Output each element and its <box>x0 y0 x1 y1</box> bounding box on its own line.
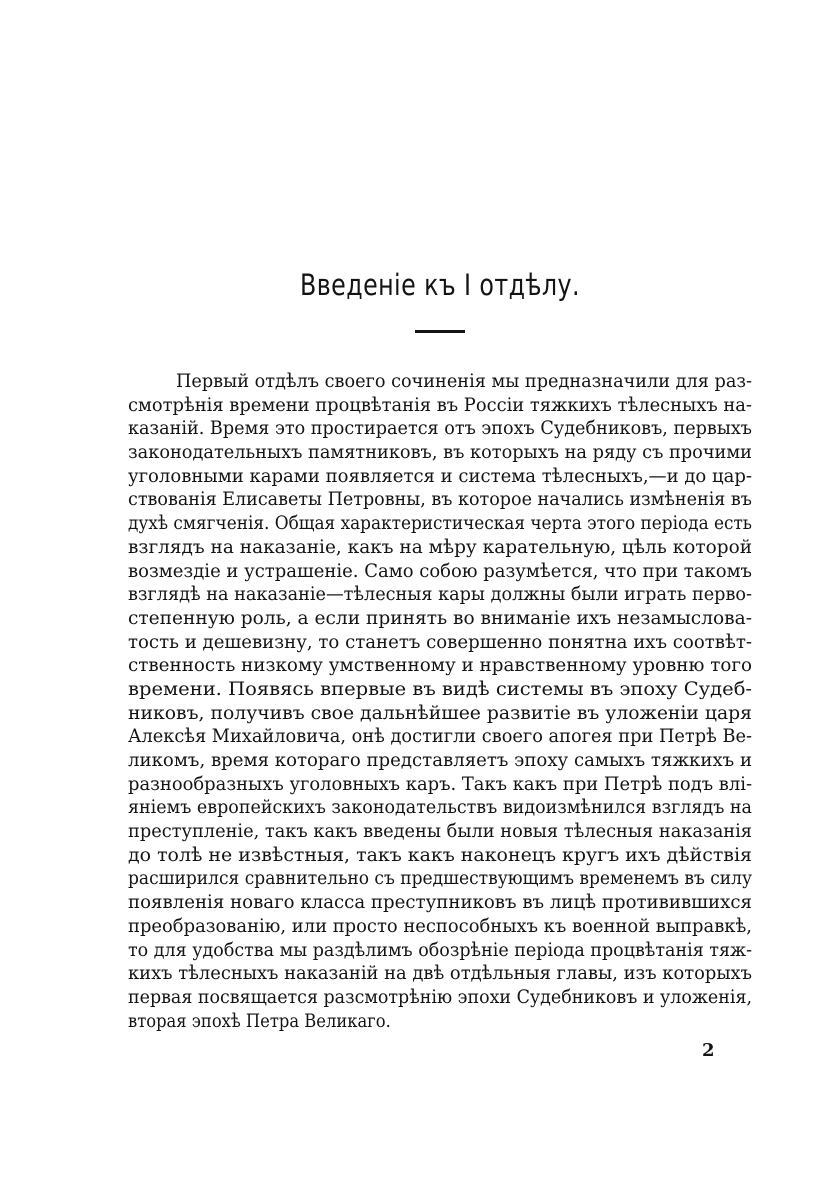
text-line <box>128 796 752 820</box>
text-line <box>128 820 752 844</box>
text-line <box>128 583 752 607</box>
text-line-content: ствованія Елисаветы Петровны, въ которое начались измѣненія въ <box>128 488 752 511</box>
text-line <box>128 962 752 986</box>
text-line-content: тость и дешевизну, то станетъ совершенно понятна ихъ соотвѣт- <box>128 630 753 653</box>
text-line <box>128 1010 752 1034</box>
text-line <box>128 465 752 489</box>
text-line <box>128 725 752 749</box>
text-line-content: до толѣ не извѣстныя, такъ какъ наконецъ кругъ ихъ дѣйствія <box>128 843 752 866</box>
text-line <box>128 915 752 939</box>
text-line <box>128 536 752 560</box>
text-line <box>128 512 752 536</box>
text-line-content: яніемъ европейскихъ законодательствъ видоизмѣнился взглядъ на <box>128 796 752 819</box>
text-line <box>128 631 752 655</box>
text-line <box>128 441 752 465</box>
text-line-content: кихъ тѣлесныхъ наказаній на двѣ отдѣльныя главы, изъ которыхъ <box>128 962 753 985</box>
page-number: 2 <box>702 1040 715 1061</box>
text-line-content: взглядъ на наказаніе, какъ на мѣру карательную, цѣль которой <box>128 535 753 558</box>
text-line-content: разнообразныхъ уголовныхъ каръ. Такъ какъ при Петрѣ подъ влі- <box>128 772 753 795</box>
text-line-content: ликомъ, время котораго представляетъ эпоху самыхъ тяжкихъ и <box>128 749 753 771</box>
text-line <box>128 986 752 1010</box>
text-line-content: Алексѣя Михайловича, онѣ достигли своего апогея при Петрѣ Ве- <box>128 725 753 748</box>
text-line-content: духѣ смягченія. Общая характеристическая черта этого періода есть <box>128 512 753 535</box>
text-line-content: взглядѣ на наказаніе—тѣлесныя кары должны были играть перво- <box>128 583 752 606</box>
chapter-title: Введеніе къ I отдѣлу. <box>300 268 580 302</box>
text-line <box>128 939 752 963</box>
text-line-content: смотрѣнія времени процвѣтанія въ Россіи тяжкихъ тѣлесныхъ на- <box>128 393 752 416</box>
text-line <box>128 654 752 678</box>
text-line <box>128 844 752 868</box>
body-text <box>128 370 752 1033</box>
text-line-content: вторая эпохѣ Петра Великаго. <box>128 1009 391 1032</box>
text-line <box>128 773 752 797</box>
text-line-content: то для удобства мы раздѣлимъ обозрѣніе періода процвѣтанія тяж- <box>128 938 753 961</box>
text-line-content: законодательныхъ памятниковъ, въ которыхъ на ряду съ прочими <box>128 441 752 464</box>
text-line <box>128 702 752 726</box>
text-line-content: первая посвящается разсмотрѣнію эпохи Судебниковъ и уложенія, <box>128 985 752 1008</box>
text-line-content: степенную роль, а если принять во вниманіе ихъ незамысловa- <box>128 606 752 629</box>
text-line <box>128 607 752 631</box>
text-line-content: Первый отдѣлъ своего сочиненія мы предназначили для раз- <box>176 370 753 392</box>
text-line-content: расширился сравнительно съ предшествующимъ временемъ въ силу <box>128 867 753 890</box>
text-line <box>128 891 752 915</box>
text-line-content: ственность низкому умственному и нравственному уровню того <box>128 654 752 677</box>
text-line <box>128 370 752 394</box>
text-line-content: никовъ, получивъ свое дальнѣйшее развитіе въ уложеніи царя <box>128 701 753 724</box>
text-line <box>128 417 752 441</box>
text-line-content: казаній. Время это простирается отъ эпохъ Судебниковъ, первыхъ <box>128 417 753 440</box>
title-rule <box>415 330 465 333</box>
text-line-content: возмездіе и устрашеніе. Само собою разумѣется, что при такомъ <box>128 559 753 582</box>
text-line-content: уголовными карами появляется и система тѣлесныхъ,—и до цар- <box>128 464 753 487</box>
text-line <box>128 749 752 773</box>
text-line-content: преступленіе, такъ какъ введены были новыя тѣлесныя наказанія <box>128 820 753 843</box>
text-line <box>128 394 752 418</box>
text-line <box>128 678 752 702</box>
text-line-content: времени. Появясь впервые въ видѣ системы въ эпоху Судеб- <box>128 677 753 700</box>
text-line <box>128 488 752 512</box>
text-line <box>128 560 752 584</box>
text-line-content: появленія новаго класса преступниковъ въ лицѣ противившихся <box>128 891 752 914</box>
text-line-content: преобразованію, или просто неспособныхъ къ военной выправкѣ, <box>128 914 753 937</box>
text-line <box>128 867 752 891</box>
